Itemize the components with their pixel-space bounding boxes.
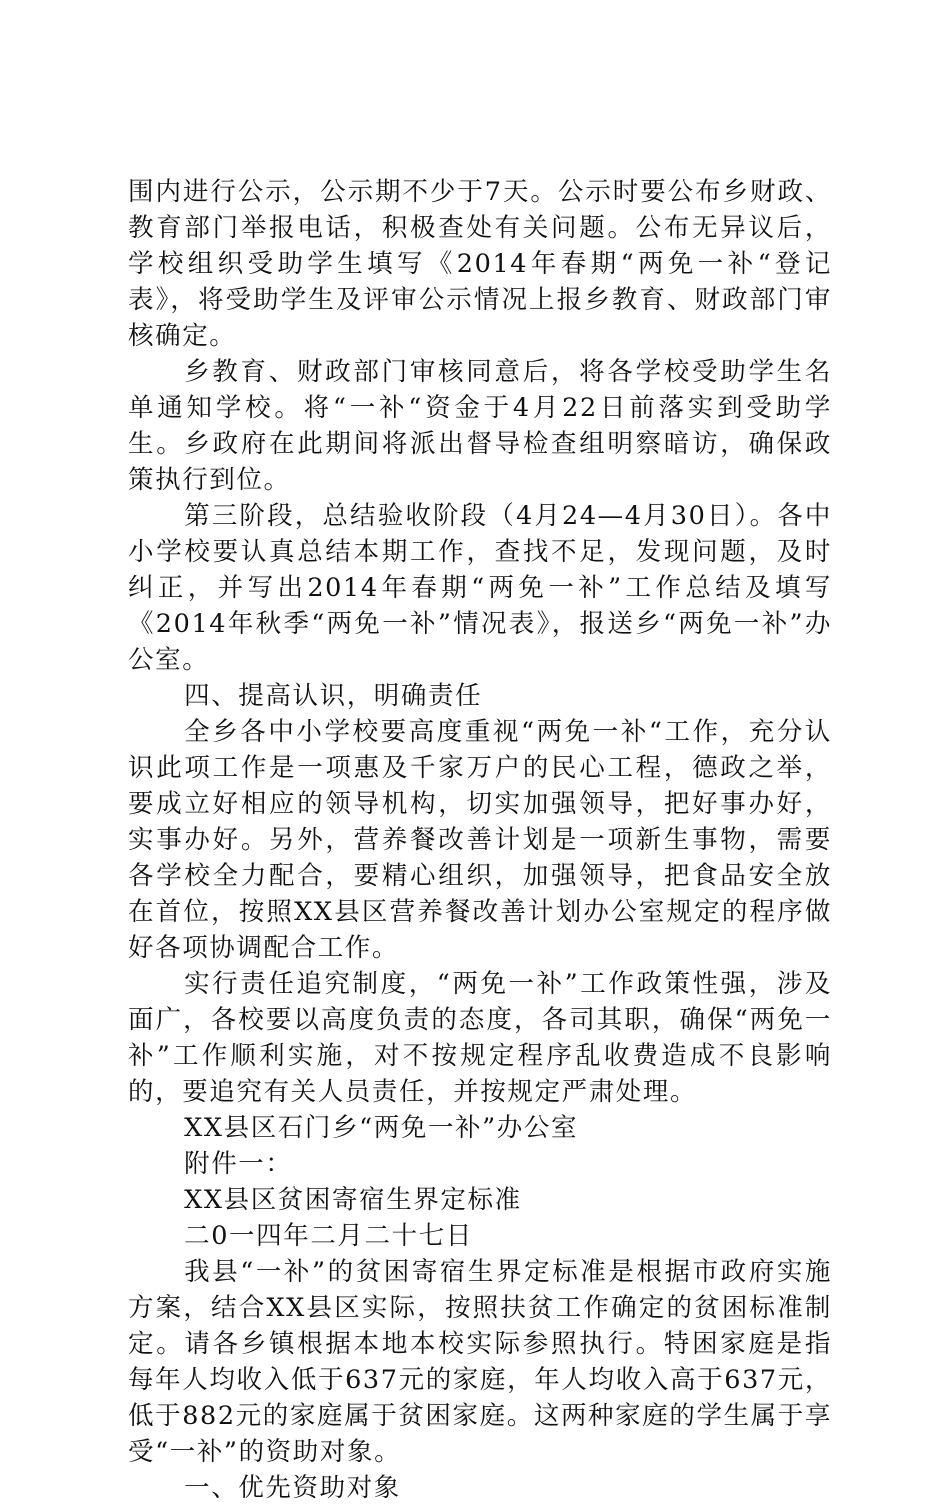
- paragraph: 全乡各中小学校要高度重视“两免一补“工作，充分认识此项工作是一项惠及千家万户的民心工程，德政之举，要成立好相应的领导机构，切实加强领导，把好事办好，实事办好。另外，营养餐改善计划是一项新生事物，需要各学校全力配合，要精心组织，加强领导，把食品安全放在首位，按照XX县区营养餐改善计划办公室规定的程序做好各项协调配合工作。: [128, 717, 832, 963]
- section-heading: 四、提高认识，明确责任: [184, 681, 483, 711]
- paragraph: 我县“一补”的贫困寄宿生界定标准是根据市政府实施方案，结合XX县区实际，按照扶贫工作确定的贫困标准制定。请各乡镇根据本地本校实际参照执行。特困家庭是指每年人均收入低于637元的家庭，年人均收入高于637元，低于882元的家庭属于贫困家庭。这两种家庭的学生属于享受“一补”的资助对象。: [128, 1257, 832, 1467]
- attachment-title: XX县区贫困寄宿生界定标准: [184, 1185, 522, 1215]
- document-body: [128, 174, 832, 1506]
- section-heading: 一、优先资助对象: [184, 1473, 401, 1503]
- issuing-office: XX县区石门乡“两免一补”办公室: [184, 1113, 579, 1143]
- paragraph: 乡教育、财政部门审核同意后，将各学校受助学生名单通知学校。将“一补“资金于4月22日前落实到受助学生。乡政府在此期间将派出督导检查组明察暗访，确保政策执行到位。: [128, 357, 832, 495]
- paragraph: 第三阶段，总结验收阶段（4月24—4月30日）。各中小学校要认真总结本期工作，查找不足，发现问题，及时纠正，并写出2014年春期“两免一补”工作总结及填写《2014年秋季“两免一补”情况表》，报送乡“两免一补”办公室。: [128, 501, 832, 675]
- document-date: 二0一四年二月二十七日: [184, 1221, 473, 1251]
- attachment-label: 附件一：: [184, 1149, 293, 1179]
- paragraph: 围内进行公示，公示期不少于7天。公示时要公布乡财政、教育部门举报电话，积极查处有关问题。公布无异议后，学校组织受助学生填写《2014年春期“两免一补“登记表》，将受助学生及评审公示情况上报乡教育、财政部门审核确定。: [128, 177, 832, 351]
- paragraph: 实行责任追究制度，“两免一补”工作政策性强，涉及面广，各校要以高度负责的态度，各司其职，确保“两免一补”工作顺利实施，对不按规定程序乱收费造成不良影响的，要追究有关人员责任，并按规定严肃处理。: [128, 969, 832, 1107]
